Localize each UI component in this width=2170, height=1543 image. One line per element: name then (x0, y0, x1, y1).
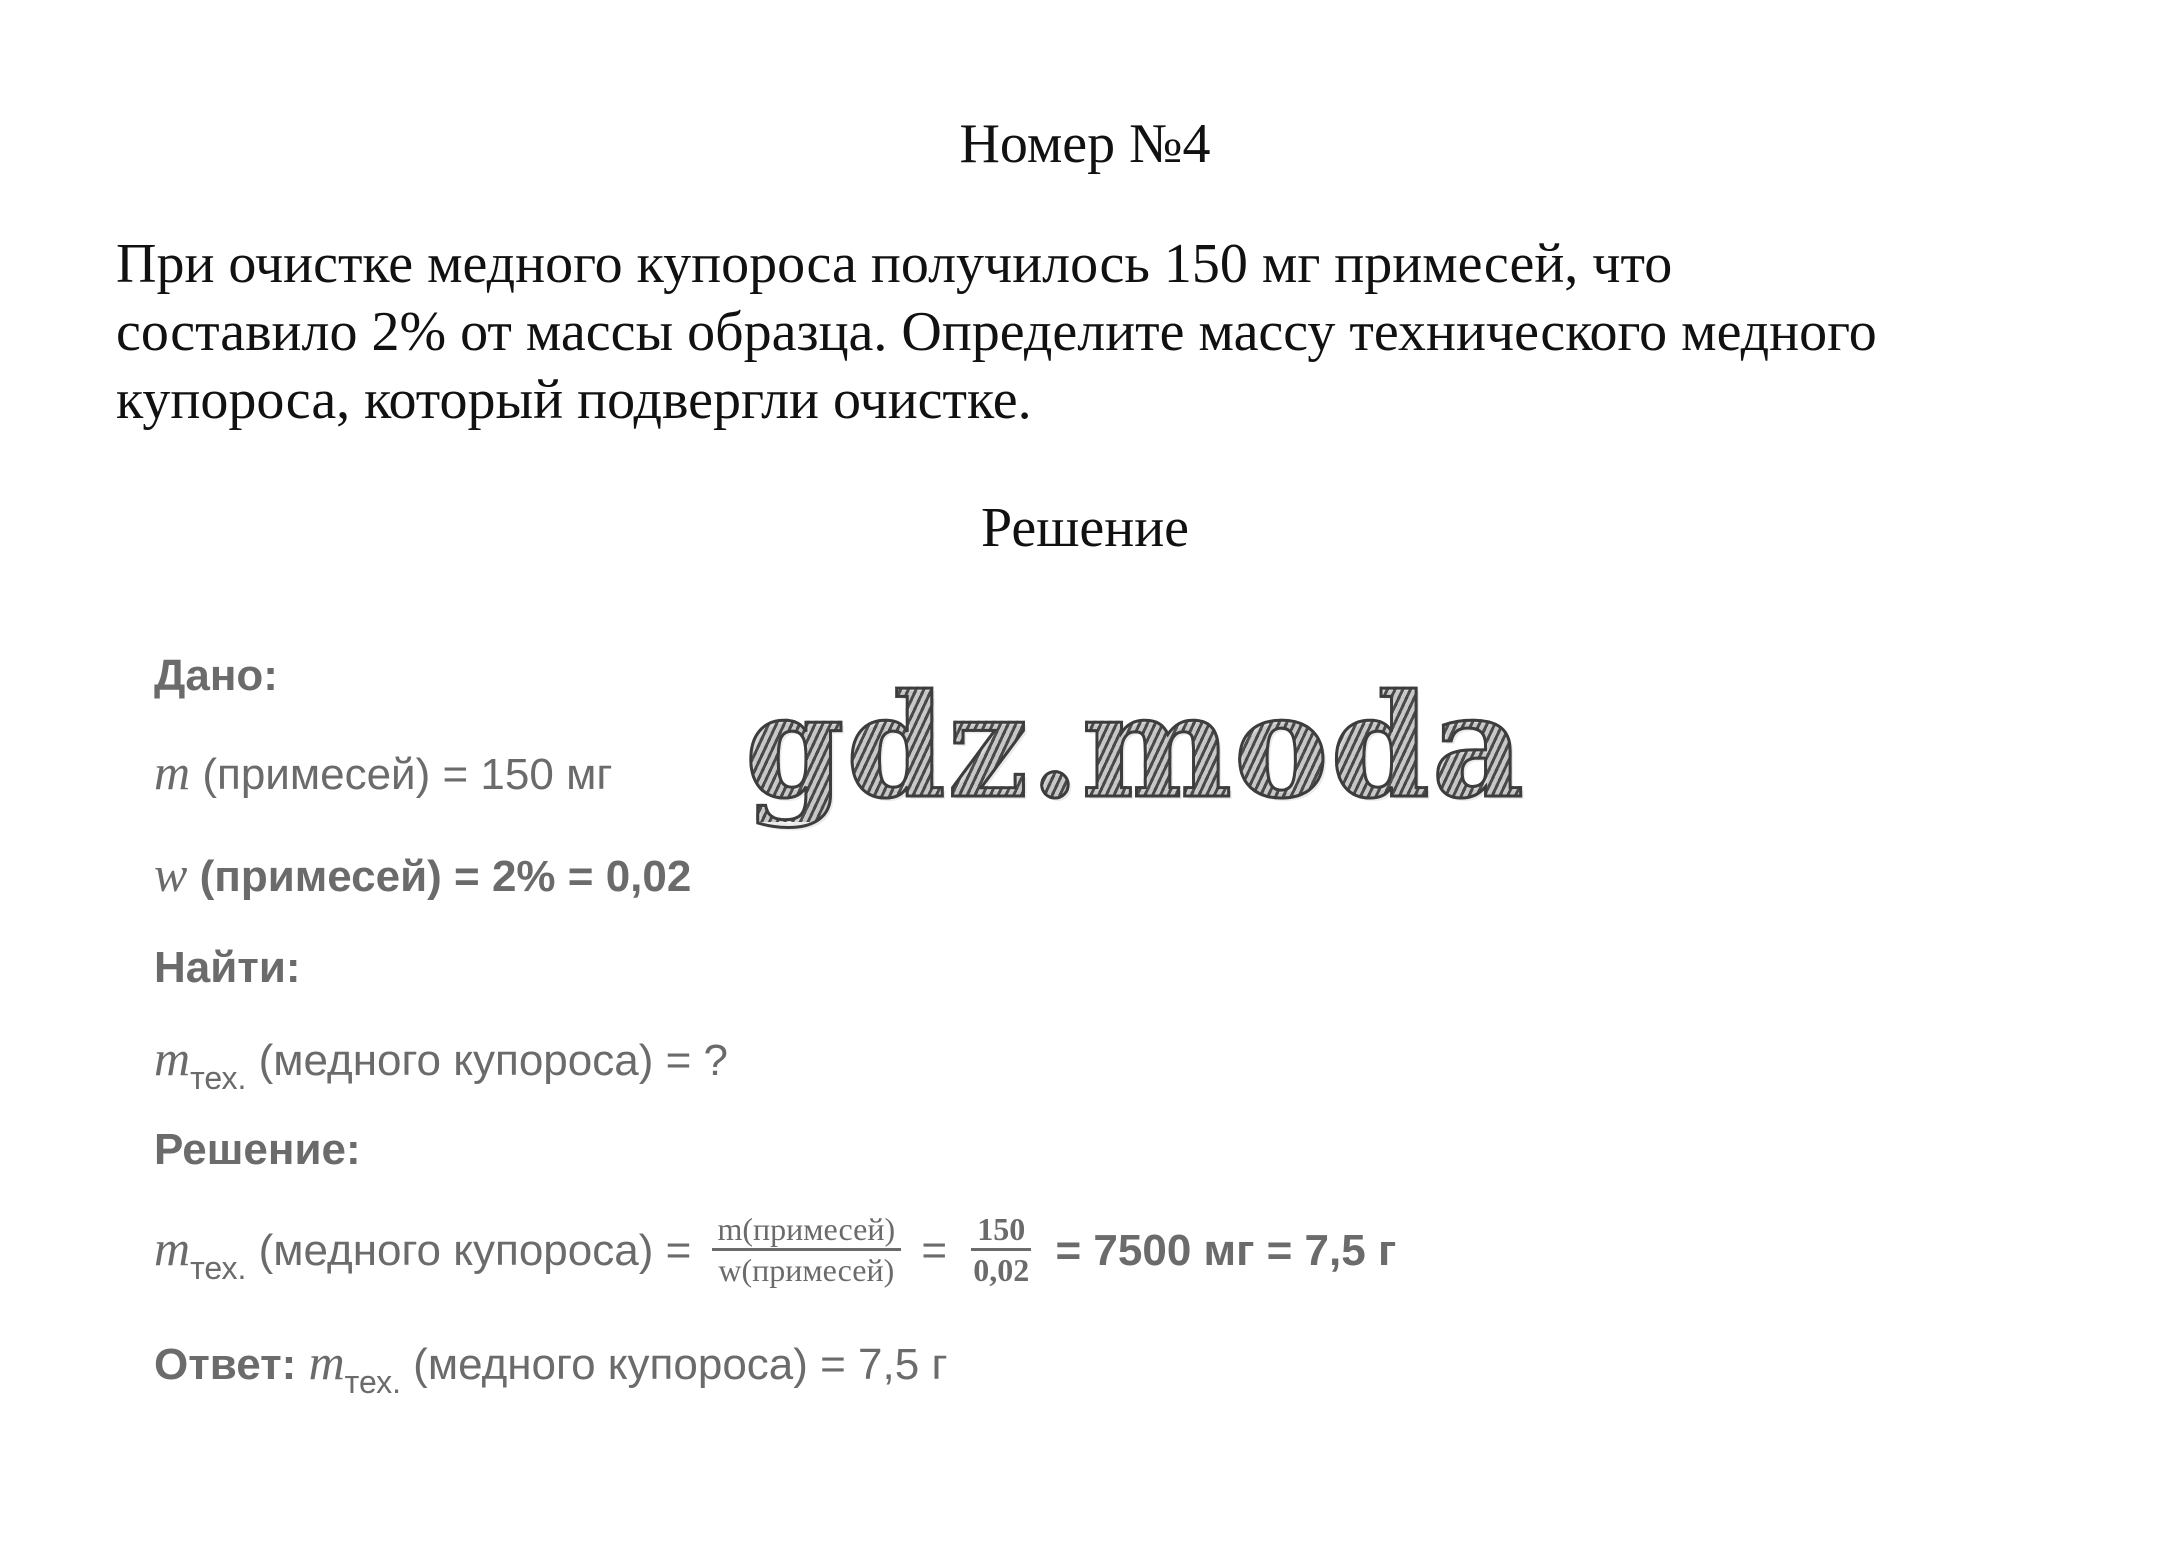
subscript: тех. (344, 1364, 401, 1400)
subscript: тех. (190, 1060, 247, 1096)
watermark-logo: gdz.moda (745, 664, 1526, 830)
answer-label: Ответ: (154, 1340, 309, 1389)
given-mass-text: (примесей) = 150 мг (190, 750, 613, 799)
mass-symbol: m (154, 744, 191, 800)
fraction-numerator: 150 (971, 1210, 1031, 1251)
solution-heading: Решение (980, 497, 1190, 559)
fraction-symbol: w (154, 846, 188, 902)
solve-formula-line (154, 1211, 1397, 1293)
find-label: Найти: (154, 943, 301, 992)
problem-line: купороса, который подвергли очистке. (116, 369, 1032, 431)
equals-sign: = (909, 1226, 960, 1276)
solve-text: (медного купороса) = (246, 1226, 704, 1276)
fraction-values (967, 1210, 1035, 1289)
given-label: Дано: (154, 651, 278, 700)
problem-line: При очистке медного купороса получилось 150 мг примесей, что (116, 233, 1673, 295)
solve-label: Решение: (154, 1125, 361, 1174)
fraction-numerator: m(примесей) (712, 1210, 902, 1251)
mass-symbol: m (154, 1030, 191, 1086)
given-fraction-line (154, 848, 691, 903)
fraction-denominator: 0,02 (973, 1252, 1030, 1288)
answer-text: (медного купороса) = 7,5 г (400, 1340, 948, 1389)
given-fraction-text: (примесей) = 2% = 0,02 (187, 852, 692, 901)
solve-result: = 7500 мг = 7,5 г (1043, 1226, 1397, 1276)
page-title: Номер №4 (959, 113, 1211, 175)
find-text: (медного купороса) = ? (246, 1036, 728, 1085)
fraction-formula (712, 1210, 902, 1289)
mass-symbol: m (154, 1220, 191, 1277)
given-mass-line (154, 746, 612, 801)
fraction-denominator: w(примесей) (718, 1252, 895, 1288)
answer-line (154, 1334, 948, 1400)
subscript: тех. (190, 1250, 247, 1287)
mass-symbol: m (308, 1334, 345, 1390)
find-line (154, 1030, 728, 1096)
problem-line: составило 2% от массы образца. Определите массу технического медного (116, 301, 1877, 363)
problem-statement (116, 230, 2096, 434)
